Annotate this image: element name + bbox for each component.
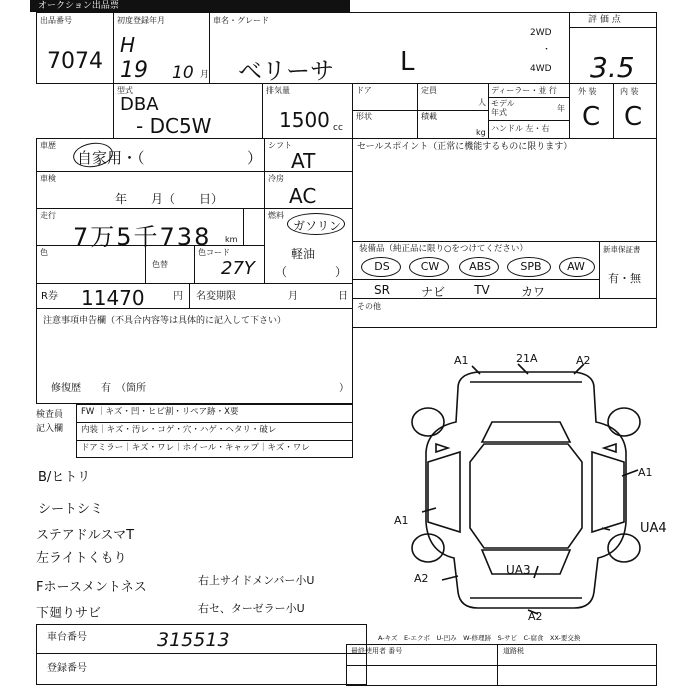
damage-legend: A-キズ E-エクボ U-凹み W-修理跡 S-サビ C-腐食 XX-要交換 — [378, 634, 581, 642]
recycle-box — [36, 283, 190, 309]
mark-rear-center: UA3 — [506, 563, 531, 577]
door-label: ドア — [356, 86, 372, 95]
equipment-tv: TV — [474, 283, 490, 297]
repair-history-close: ） — [339, 383, 349, 394]
capacity-unit: 人 — [478, 98, 486, 107]
mark-right-side: A1 — [638, 466, 653, 479]
model-label: 車名・グレード — [213, 16, 269, 25]
mark-rear-bottom: A2 — [528, 610, 543, 622]
inspector-divider-1 — [77, 422, 352, 423]
equipment-spb: SPB — [520, 260, 542, 273]
mirror-left — [436, 444, 448, 452]
score-label: 評 価 点 — [588, 15, 621, 25]
usage-value: 自家用・（ — [77, 149, 145, 167]
ac-label: 冷房 — [268, 174, 284, 183]
handle-label: ハンドル 左・右 — [491, 124, 550, 133]
month-unit: 月 — [200, 70, 210, 80]
wheel-rear-right — [608, 534, 640, 562]
inspection-label: 車検 — [40, 174, 56, 183]
lot-number: 7074 — [47, 49, 103, 74]
recycle-label: R券 — [41, 291, 58, 302]
remark-3: ステアドルスマT — [36, 528, 135, 543]
color-change-box — [145, 245, 195, 284]
equipment-divider — [353, 279, 599, 280]
shift-label: シフト — [268, 141, 292, 150]
inspector-label: 検査員 記入欄 — [36, 410, 64, 434]
usage-close: ） — [247, 149, 263, 167]
footer-divider-h — [347, 665, 656, 666]
mileage-value: 7万5千738 — [73, 223, 212, 251]
warranty-label: 新車保証書 — [603, 245, 641, 254]
displacement-value: 1500 — [279, 108, 330, 132]
chassis-label: 車台番号 — [47, 632, 87, 643]
inspector-row-3: ドアミラー｜キズ・ワレ｜ホイール・キャップ｜キズ・ワレ — [81, 443, 310, 453]
model-box — [209, 12, 570, 84]
fuel-circle-mark — [287, 213, 345, 235]
equipment-leather: カワ — [520, 285, 545, 299]
equipment-label: 装備品（純正品に限り○をつけてください） — [359, 244, 528, 254]
inspector-table — [76, 404, 353, 458]
shape-label: 形状 — [356, 112, 372, 121]
equipment-spb-circle — [507, 257, 551, 277]
last-owner-label: 最終使用者 番号 — [351, 647, 403, 655]
inspection-box — [36, 171, 265, 209]
equipment-ds: DS — [374, 260, 390, 273]
equipment-aw-circle — [559, 257, 595, 277]
load-label: 積載 — [421, 112, 437, 121]
mark-left-side: A1 — [394, 514, 409, 527]
fuel-value: ガソリン — [293, 219, 342, 233]
ac-box — [264, 171, 353, 209]
title-change-box — [189, 283, 353, 309]
equipment-box — [352, 241, 600, 299]
footer-right-box — [346, 644, 657, 686]
inspection-value: 年 月（ 日） — [115, 192, 224, 206]
chassis-number: 315513 — [157, 629, 230, 651]
remark-6: 下廻りサビ — [36, 606, 102, 621]
color-code-label: 色コード — [198, 248, 230, 257]
sheet-banner — [30, 0, 350, 12]
type-line1: DBA — [120, 94, 159, 115]
remark-right-1: 右上サイドメンバー小U — [198, 574, 315, 587]
color-box — [36, 245, 146, 284]
car-windshield — [482, 422, 570, 442]
score-divider — [570, 27, 656, 28]
other-box — [352, 298, 657, 328]
notes-box — [36, 308, 353, 404]
remark-1: B/ヒトリ — [38, 470, 91, 485]
drive-4wd: 4WD — [530, 64, 552, 74]
remark-4: 左ライトくもり — [36, 551, 127, 566]
mileage-label: 走行 — [40, 211, 56, 220]
title-change-label: 名変期限 — [196, 291, 236, 302]
color-code-box — [194, 245, 265, 284]
drive-separator: ・ — [542, 45, 552, 55]
recycle-value: 11470 — [81, 286, 145, 310]
model-name: ベリーサ — [238, 57, 334, 85]
dealer-divider — [489, 97, 569, 98]
type-box — [113, 83, 263, 139]
km-unit: km — [225, 235, 238, 244]
color-label: 色 — [40, 248, 48, 257]
wheel-rear-left — [412, 534, 444, 562]
wheel-front-right — [608, 408, 640, 436]
mark-left-rear: A2 — [414, 572, 429, 585]
mirror-right — [604, 444, 616, 452]
capacity-box — [417, 83, 489, 139]
equipment-cw: CW — [420, 260, 440, 273]
model-year-label: モデル 年式 — [491, 99, 515, 117]
interior-grade: C — [624, 102, 643, 132]
sales-point-box — [352, 138, 657, 242]
registration-number-label: 登録番号 — [47, 663, 87, 674]
displacement-label: 排気量 — [266, 86, 290, 95]
year-unit: 年 — [557, 104, 565, 113]
shift-box — [264, 138, 353, 172]
drive-2wd: 2WD — [530, 28, 552, 38]
displacement-box — [262, 83, 353, 139]
equipment-abs-circle — [459, 257, 499, 277]
mark-right-rear: UA4 — [640, 521, 667, 536]
type-line2: - DC5W — [136, 114, 212, 138]
equipment-navi: ナビ — [420, 285, 445, 299]
door-box — [352, 83, 418, 139]
handle-divider — [489, 120, 569, 121]
equipment-cw-circle — [409, 257, 449, 277]
lot-label: 出品番号 — [40, 16, 72, 25]
shift-value: AT — [291, 149, 316, 173]
equipment-abs: ABS — [469, 260, 491, 273]
wheel-front-left — [412, 408, 444, 436]
lot-number-box — [36, 12, 114, 84]
registration-number-box — [36, 653, 367, 685]
registration-label: 初度登録年月 — [117, 16, 165, 25]
inspector-row-2: 内装｜キズ・汚レ・コゲ・穴・ハゲ・ヘタリ・破レ — [81, 425, 277, 435]
reg-month: 10 — [172, 63, 194, 83]
usage-label: 車歴 — [40, 141, 56, 150]
reg-year: 19 — [120, 58, 148, 83]
color-change-label: 色替 — [152, 260, 168, 269]
chassis-box — [36, 624, 367, 654]
notes-label: 注意事項申告欄（不具合内容等は具体的に記入して下さい） — [43, 316, 287, 326]
inspector-divider-2 — [77, 440, 352, 441]
warranty-value: 有・無 — [608, 272, 641, 285]
equipment-sr: SR — [374, 283, 390, 297]
other-label: その他 — [357, 302, 381, 311]
dealer-box — [488, 83, 570, 139]
interior-label: 内 装 — [620, 87, 639, 96]
grade: L — [400, 47, 415, 77]
fuel-paren: （ ） — [275, 265, 348, 279]
remark-right-2: 右セ、ターゼラー小U — [198, 602, 305, 615]
remark-2: シートシミ — [38, 502, 104, 517]
fuel-light-oil: 軽油 — [291, 247, 316, 261]
mileage-box — [36, 208, 244, 251]
mark-front-right: A2 — [576, 354, 591, 367]
condition-box — [569, 83, 657, 139]
fuel-box — [264, 208, 353, 284]
equipment-ds-circle — [361, 257, 401, 277]
sales-point-label: セールスポイント（正常に機能するものに限ります） — [357, 142, 573, 152]
registration-box — [113, 12, 210, 84]
type-label: 型式 — [117, 86, 133, 95]
yen-unit: 円 — [173, 291, 183, 302]
color-code-value: 27Y — [221, 258, 255, 279]
mark-front-center: 21A — [516, 352, 538, 365]
repair-history-label: 修復歴 有 （箇所 — [51, 383, 146, 394]
score-box — [569, 12, 657, 84]
inspector-row-1: FW ｜キズ・凹・ヒビ割・リペア跡・X要 — [81, 407, 239, 417]
fuel-label: 燃料 — [268, 211, 284, 220]
cc-unit: cc — [333, 123, 343, 133]
car-right-door — [592, 452, 624, 532]
exterior-grade: C — [582, 102, 601, 132]
load-unit: kg — [476, 128, 486, 137]
capacity-divider — [418, 110, 488, 111]
mark-front-left: A1 — [454, 354, 469, 367]
capacity-label: 定員 — [421, 86, 437, 95]
car-left-door — [428, 452, 460, 532]
door-divider — [353, 110, 417, 111]
remark-5: Fホースメントネス — [36, 580, 147, 595]
warranty-box — [599, 241, 657, 299]
day-label: 日 — [338, 291, 348, 302]
road-tax-label: 道路税 — [503, 647, 524, 655]
condition-divider — [613, 84, 614, 138]
car-damage-diagram — [388, 352, 680, 622]
exterior-label: 外 装 — [578, 87, 597, 96]
ac-value: AC — [289, 184, 317, 208]
month-label: 月 — [288, 291, 298, 302]
equipment-aw: AW — [567, 260, 585, 273]
reg-era: H — [120, 33, 136, 57]
car-cabin — [470, 444, 582, 548]
score-value: 3.5 — [590, 51, 635, 84]
dealer-label: ディーラー・並 行 — [491, 86, 557, 95]
banner-text: オークション出品票 — [38, 1, 119, 11]
usage-box — [36, 138, 265, 172]
